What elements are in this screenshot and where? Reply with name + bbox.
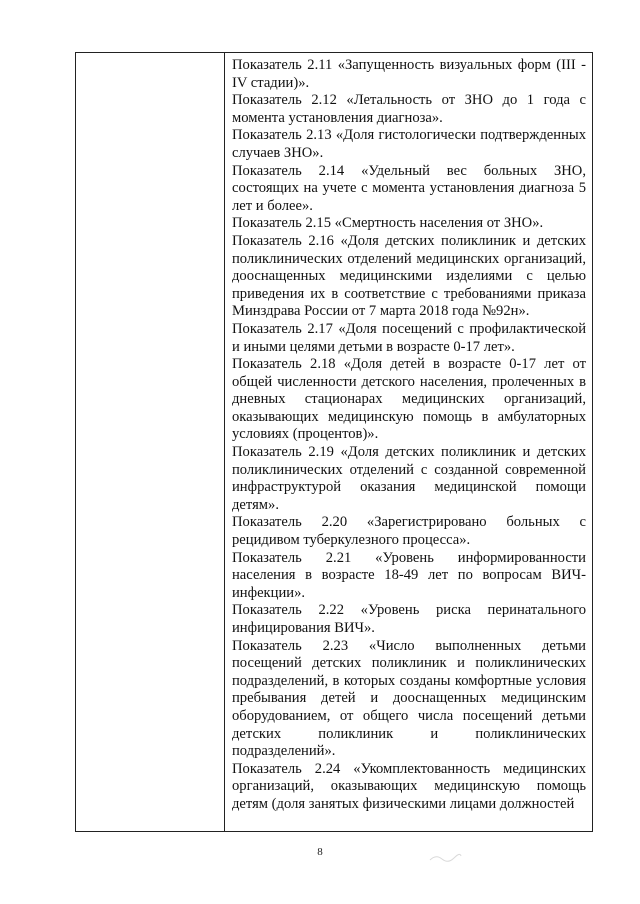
indicator-paragraph: Показатель 2.16 «Доля детских поликлиник и детских поликлинических отделений медицинских организаций, дооснащенных медицинскими изделиями с целью приведения их в соответствие с требованиями приказа Минздрава России от 7 марта 2018 года №92н». [232,232,586,320]
page-number: 8 [317,846,323,858]
indicator-paragraph: Показатель 2.11 «Запущенность визуальных форм (III - IV стадии)». [232,57,586,91]
indicator-paragraph: Показатель 2.13 «Доля гистологически подтвержденных случаев ЗНО». [232,127,586,161]
table-right-cell [232,57,586,831]
indicator-paragraph: Показатель 2.12 «Летальность от ЗНО до 1 года с момента установления диагноза». [232,92,586,126]
scan-smudge [428,852,462,864]
indicator-table [75,52,593,832]
indicator-paragraph: Показатель 2.24 «Укомплектованность медицинских организаций, оказывающих медицинскую помощь детям (доля занятых физическими лицами должностей [232,760,586,812]
indicator-paragraph: Показатель 2.22 «Уровень риска перинатального инфицирования ВИЧ». [232,602,586,636]
indicator-paragraph: Показатель 2.18 «Доля детей в возрасте 0-17 лет от общей численности детского населения, пролеченных в дневных стационарах медицинских организаций, оказывающих медицинскую помощь в амбулаторных условиях (процентов)». [232,356,586,443]
indicator-paragraph: Показатель 2.21 «Уровень информированности населения в возрасте 18-49 лет по вопросам ВИЧ-инфекции». [232,549,586,601]
column-divider [224,53,225,831]
indicator-paragraph: Показатель 2.17 «Доля посещений с профилактической и иными целями детьми в возрасте 0-17 лет». [232,320,586,355]
table-left-cell [76,53,224,831]
indicator-paragraph: Показатель 2.15 «Смертность населения от ЗНО». [232,215,544,232]
indicator-paragraph: Показатель 2.20 «Зарегистрировано больных с рецидивом туберкулезного процесса». [232,514,586,549]
indicator-paragraph: Показатель 2.23 «Число выполненных детьми посещений детских поликлиник и поликлинических подразделений, в которых созданы комфортные условия пребывания детей и дооснащенных медицинским оборудованием, от общего числа посещений детьми детских поликлиник и поликлинических подразделений». [232,637,586,760]
indicator-paragraph: Показатель 2.14 «Удельный вес больных ЗНО, состоящих на учете с момента установления диагноза 5 лет и более». [232,162,586,214]
indicator-paragraph: Показатель 2.19 «Доля детских поликлиник и детских поликлинических отделений с созданной современной инфраструктурой оказания медицинской помощи детям». [232,444,586,513]
